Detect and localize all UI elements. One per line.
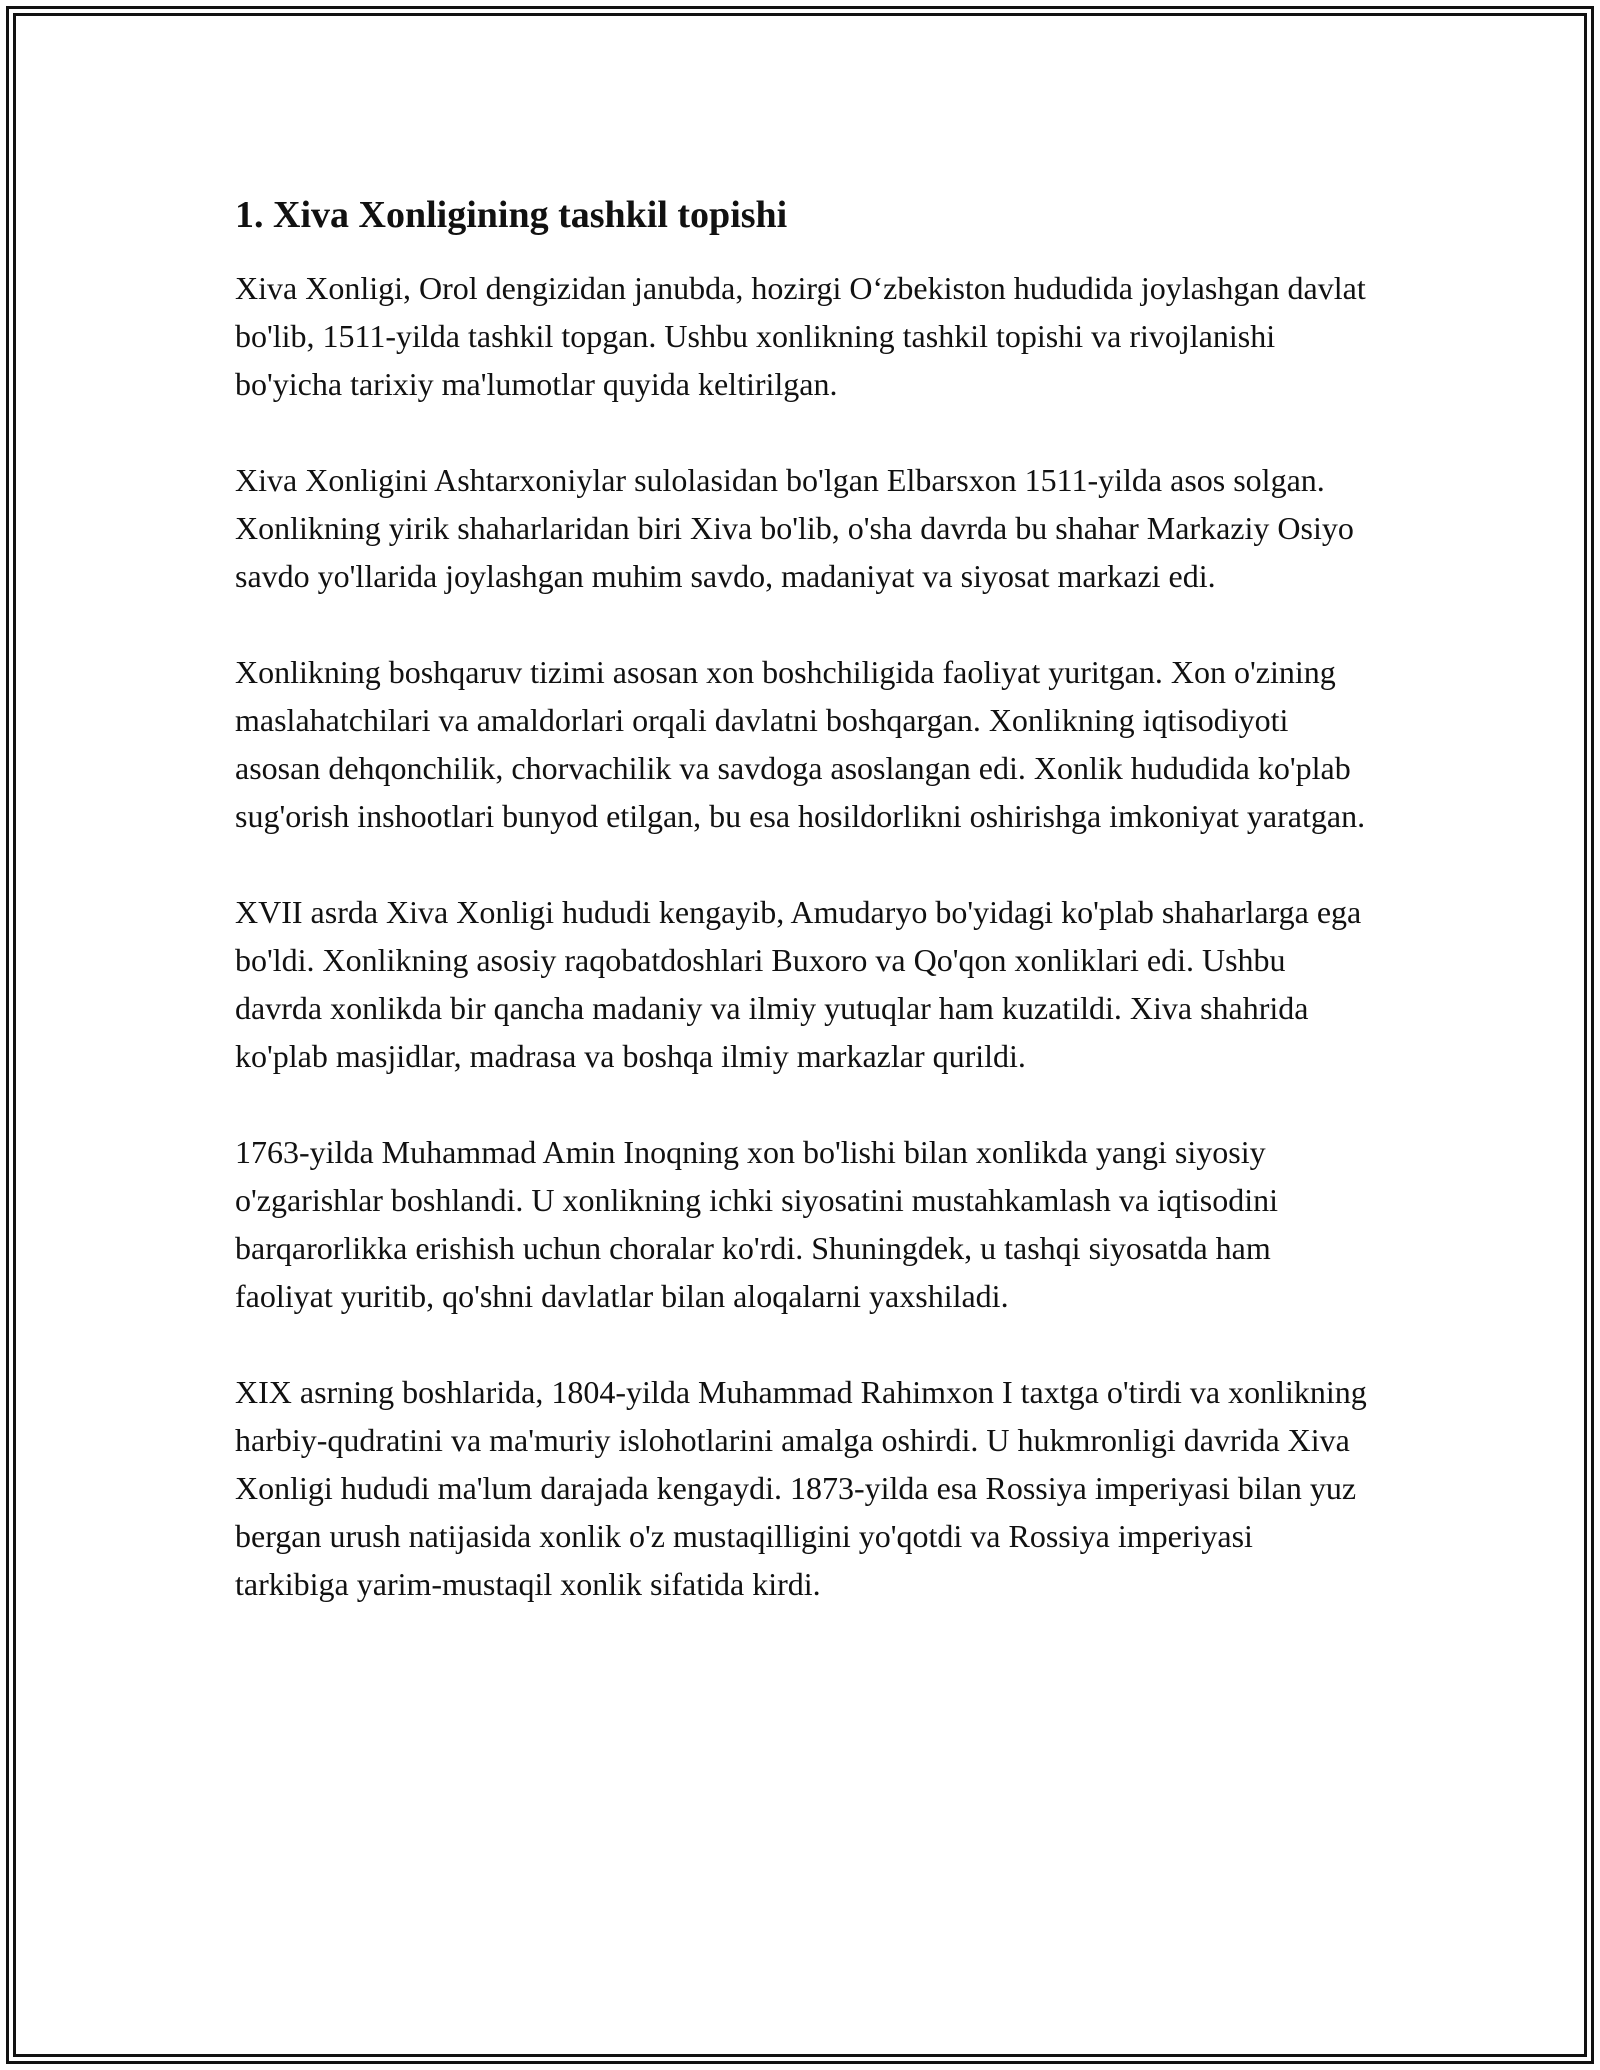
paragraph: XVII asrda Xiva Xonligi hududi kengayib, Amudaryo bo'yidagi ko'plab shaharlarga ega bo'ldi. Xonlikning asosiy raqobatdoshlari Buxoro va Qo'qon xonliklari edi. Ushbu davrda xonlikda bir qancha madaniy va ilmiy yutuqlar ham kuzatildi. Xiva shahrida ko'plab masjidlar, madrasa va boshqa ilmiy markazlar qurildi. — [235, 894, 1362, 1074]
paragraph: Xiva Xonligini Ashtarxoniylar sulolasidan bo'lgan Elbarsxon 1511-yilda asos solgan. Xonlikning yirik shaharlaridan biri Xiva bo'lib, o'sha davrda bu shahar Markaziy Osiyo savdo yo'llarida joylashgan muhim savdo, madaniyat va siyosat markazi edi. — [235, 462, 1354, 594]
paragraph: Xiva Xonligi, Orol dengizidan janubda, hozirgi O‘zbekiston hududida joylashgan davlat bo'lib, 1511-yilda tashkil topgan. Ushbu xonlikning tashkil topishi va rivojlanishi bo'yicha tarixiy ma'lumotlar quyida keltirilgan. — [235, 270, 1366, 402]
paragraph: Xonlikning boshqaruv tizimi asosan xon boshchiligida faoliyat yuritgan. Xon o'zining maslahatchilari va amaldorlari orqali davlatni boshqargan. Xonlikning iqtisodiyoti asosan dehqonchilik, chorvachilik va savdoga asoslangan edi. Xonlik hududida ko'plab sug'orish inshootlari bunyod etilgan, bu esa hosildorlikni oshirishga imkoniyat yaratgan. — [235, 654, 1366, 834]
document-body — [235, 186, 1370, 1656]
document-title: 1. Xiva Xonligining tashkil topishi — [235, 194, 788, 236]
paragraph: 1763-yilda Muhammad Amin Inoqning xon bo'lishi bilan xonlikda yangi siyosiy o'zgarishlar boshlandi. U xonlikning ichki siyosatini mustahkamlash va iqtisodini barqarorlikka erishish uchun choralar ko'rdi. Shuningdek, u tashqi siyosatda ham faoliyat yuritib, qo'shni davlatlar bilan aloqalarni yaxshiladi. — [235, 1134, 1278, 1314]
paragraph: XIX asrning boshlarida, 1804-yilda Muhammad Rahimxon I taxtga o'tirdi va xonlikning harbiy-qudratini va ma'muriy islohotlarini amalga oshirdi. U hukmronligi davrida Xiva Xonligi hududi ma'lum darajada kengaydi. 1873-yilda esa Rossiya imperiyasi bilan yuz bergan urush natijasida xonlik o'z mustaqilligini yo'qotdi va Rossiya imperiyasi tarkibiga yarim-mustaqil xonlik sifatida kirdi. — [235, 1374, 1367, 1602]
